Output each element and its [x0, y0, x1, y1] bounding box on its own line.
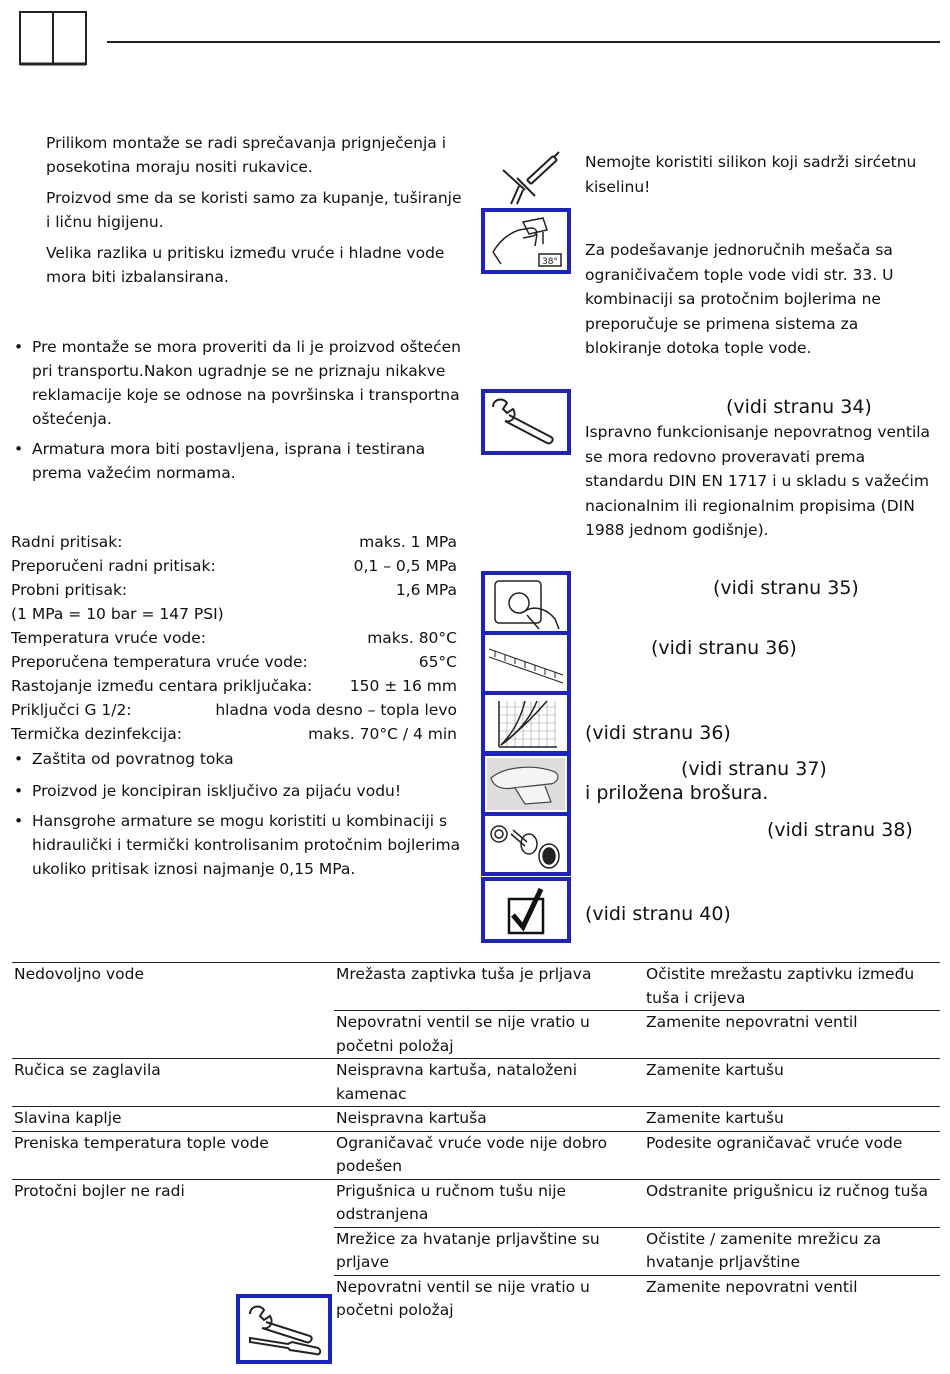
silicone-gun-icon: [497, 150, 561, 206]
spec-label: Probni pritisak:: [11, 581, 128, 599]
spec-row: [11, 626, 457, 650]
intro-usage: Proizvod sme da se koristi samo za kupanje, tuširanje i ličnu higijenu.: [46, 189, 462, 231]
intro-gloves: Prilikom montaže se radi sprečavanja prignječenja i posekotina moraju nositi rukavice.: [46, 134, 447, 176]
cause-cell: Neispravna kartuša: [334, 1107, 644, 1132]
maintenance-note: Ispravno funkcionisanje nepovratnog ventila se mora redovno proveravati prema standardu DIN EN 1717 i u skladu s važećim nacionalnim ili regionalnim propisima (DIN 1988 jednom godišnje).: [585, 423, 931, 539]
spec-value: 1,6 MPa: [395, 581, 457, 599]
spec-value: 0,1 – 0,5 MPa: [353, 557, 457, 575]
problem-cell: Preniska temperatura tople vode: [12, 1131, 334, 1179]
remedy-cell: Odstranite prigušnicu iz ručnog tuša: [644, 1179, 940, 1227]
checkmark-icon: [481, 877, 571, 943]
remedy-cell: Zamenite kartušu: [644, 1107, 940, 1132]
spec-row: [11, 554, 457, 578]
spec-label: Termička dezinfekcija:: [11, 725, 182, 743]
bullet-backflow: • Zaštita od povratnog toka: [12, 747, 462, 771]
ref-page-34: (vidi stranu 34): [726, 396, 872, 418]
spec-row: [11, 530, 457, 554]
bullet-drinking-water: • Proizvod je koncipiran isključivo za pijaću vodu!: [12, 779, 462, 803]
open-book-icon: [18, 10, 88, 66]
problem-cell: Ručica se zaglavila: [12, 1059, 334, 1107]
ref-page-36-dimensions: (vidi stranu 36): [651, 637, 797, 659]
spec-label: Temperatura vruće vode:: [11, 629, 207, 647]
troubleshooting-table: [12, 962, 940, 1323]
ref-page-40: (vidi stranu 40): [585, 903, 731, 925]
bullet-transport-damage: • Pre montaže se mora proveriti da li je proizvod oštećen pri transportu.Nakon ugradnje se ne priznaju nikakve reklamacije koje se odnose na površinska i transportna oštećenja.: [12, 335, 462, 431]
remedy-cell: Podesite ograničavač vruće vode: [644, 1131, 940, 1179]
thermostat-label: 38°: [542, 257, 558, 267]
ref-page-36-flow: (vidi stranu 36): [585, 722, 731, 744]
spec-label: Preporučena temperatura vruće vode:: [11, 653, 308, 671]
brochure-note: i priložena brošura.: [585, 782, 769, 804]
silicone-warning: Nemojte koristiti silikon koji sadrži sirćetnu kiselinu!: [585, 153, 917, 196]
ruler-icon: [481, 631, 571, 695]
ref-page-37: (vidi stranu 37): [681, 758, 827, 780]
spec-label: Preporučeni radni pritisak:: [11, 557, 216, 575]
spec-value: maks. 80°C: [367, 629, 457, 647]
cause-cell: Neispravna kartuša, nataloženi kamenac: [334, 1059, 644, 1107]
wall-mount-icon: [481, 571, 571, 635]
ref-page-35: (vidi stranu 35): [713, 577, 859, 599]
problem-cell: Nedovoljno vode: [12, 963, 334, 1011]
table-row: [12, 1107, 940, 1132]
remedy-cell: Zamenite nepovratni ventil: [644, 1011, 940, 1059]
spec-value: 150 ± 16 mm: [349, 677, 457, 695]
bullet-installation-norms: • Armatura mora biti postavljena, isprana i testirana prema važećim normama.: [12, 437, 462, 485]
cause-cell: Nepovratni ventil se nije vratio u početni položaj: [334, 1275, 644, 1323]
cause-cell: Mrežice za hvatanje prljavštine su prljave: [334, 1227, 644, 1275]
spec-label: Rastojanje između centara priključaka:: [11, 677, 313, 695]
header-rule: [107, 41, 940, 43]
spec-row: [11, 650, 457, 674]
table-row: [12, 1059, 940, 1107]
table-row: [12, 1011, 940, 1059]
flow-diagram-icon: [481, 691, 571, 755]
spec-label: Priključci G 1/2:: [11, 701, 132, 719]
problem-cell: [12, 1227, 334, 1275]
problem-cell: Slavina kaplje: [12, 1107, 334, 1132]
spec-row: [11, 602, 457, 626]
spec-value: maks. 70°C / 4 min: [308, 725, 457, 743]
hand-thermostat-icon: [481, 208, 571, 274]
problem-cell: Protočni bojler ne radi: [12, 1179, 334, 1227]
bullet-boiler-compat: • Hansgrohe armature se mogu koristiti u kombinaciji s hidraulički i termički kontrolisanim protočnim bojlerima ukoliko pritisak iznosi najmanje 0,15 MPa.: [12, 809, 462, 881]
spec-label: (1 MPa = 10 bar = 147 PSI): [11, 605, 224, 623]
spec-value: 65°C: [418, 653, 457, 671]
table-row: [12, 963, 940, 1011]
cause-cell: Prigušnica u ručnom tušu nije odstranjena: [334, 1179, 644, 1227]
hand-cleaning-icon: [481, 752, 571, 816]
remedy-cell: Zamenite nepovratni ventil: [644, 1275, 940, 1323]
spec-row: [11, 698, 457, 722]
problem-cell: [12, 1011, 334, 1059]
remedy-cell: Očistite / zamenite mrežicu za hvatanje prljavštine: [644, 1227, 940, 1275]
table-row: [12, 1275, 940, 1323]
wrench-icon: [481, 389, 571, 455]
cause-cell: Mrežasta zaptivka tuša je prljava: [334, 963, 644, 1011]
table-row: [12, 1179, 940, 1227]
spec-row: [11, 674, 457, 698]
spare-parts-icon: [481, 812, 571, 876]
spec-value: hladna voda desno – topla levo: [215, 701, 457, 719]
remedy-cell: Zamenite kartušu: [644, 1059, 940, 1107]
remedy-cell: Očistite mrežastu zaptivku između tuša i crijeva: [644, 963, 940, 1011]
spec-label: Radni pritisak:: [11, 533, 123, 551]
table-row: [12, 1131, 940, 1179]
cause-cell: Nepovratni ventil se nije vratio u početni položaj: [334, 1011, 644, 1059]
spec-row: [11, 722, 457, 746]
intro-pressure: Velika razlika u pritisku između vruće i hladne vode mora biti izbalansirana.: [46, 244, 445, 286]
ref-page-38: (vidi stranu 38): [767, 819, 913, 841]
cause-cell: Ograničavač vruće vode nije dobro podešen: [334, 1131, 644, 1179]
temperature-limiter-note: Za podešavanje jednoručnih mešača sa ograničivačem tople vode vidi str. 33. U kombinaciji sa protočnim bojlerima ne preporučuje se primena sistema za blokiranje dotoka tople vode.: [585, 241, 894, 357]
spec-value: maks. 1 MPa: [359, 533, 457, 551]
table-row: [12, 1227, 940, 1275]
spec-row: [11, 578, 457, 602]
wrench-screwdriver-icon: [236, 1294, 332, 1364]
